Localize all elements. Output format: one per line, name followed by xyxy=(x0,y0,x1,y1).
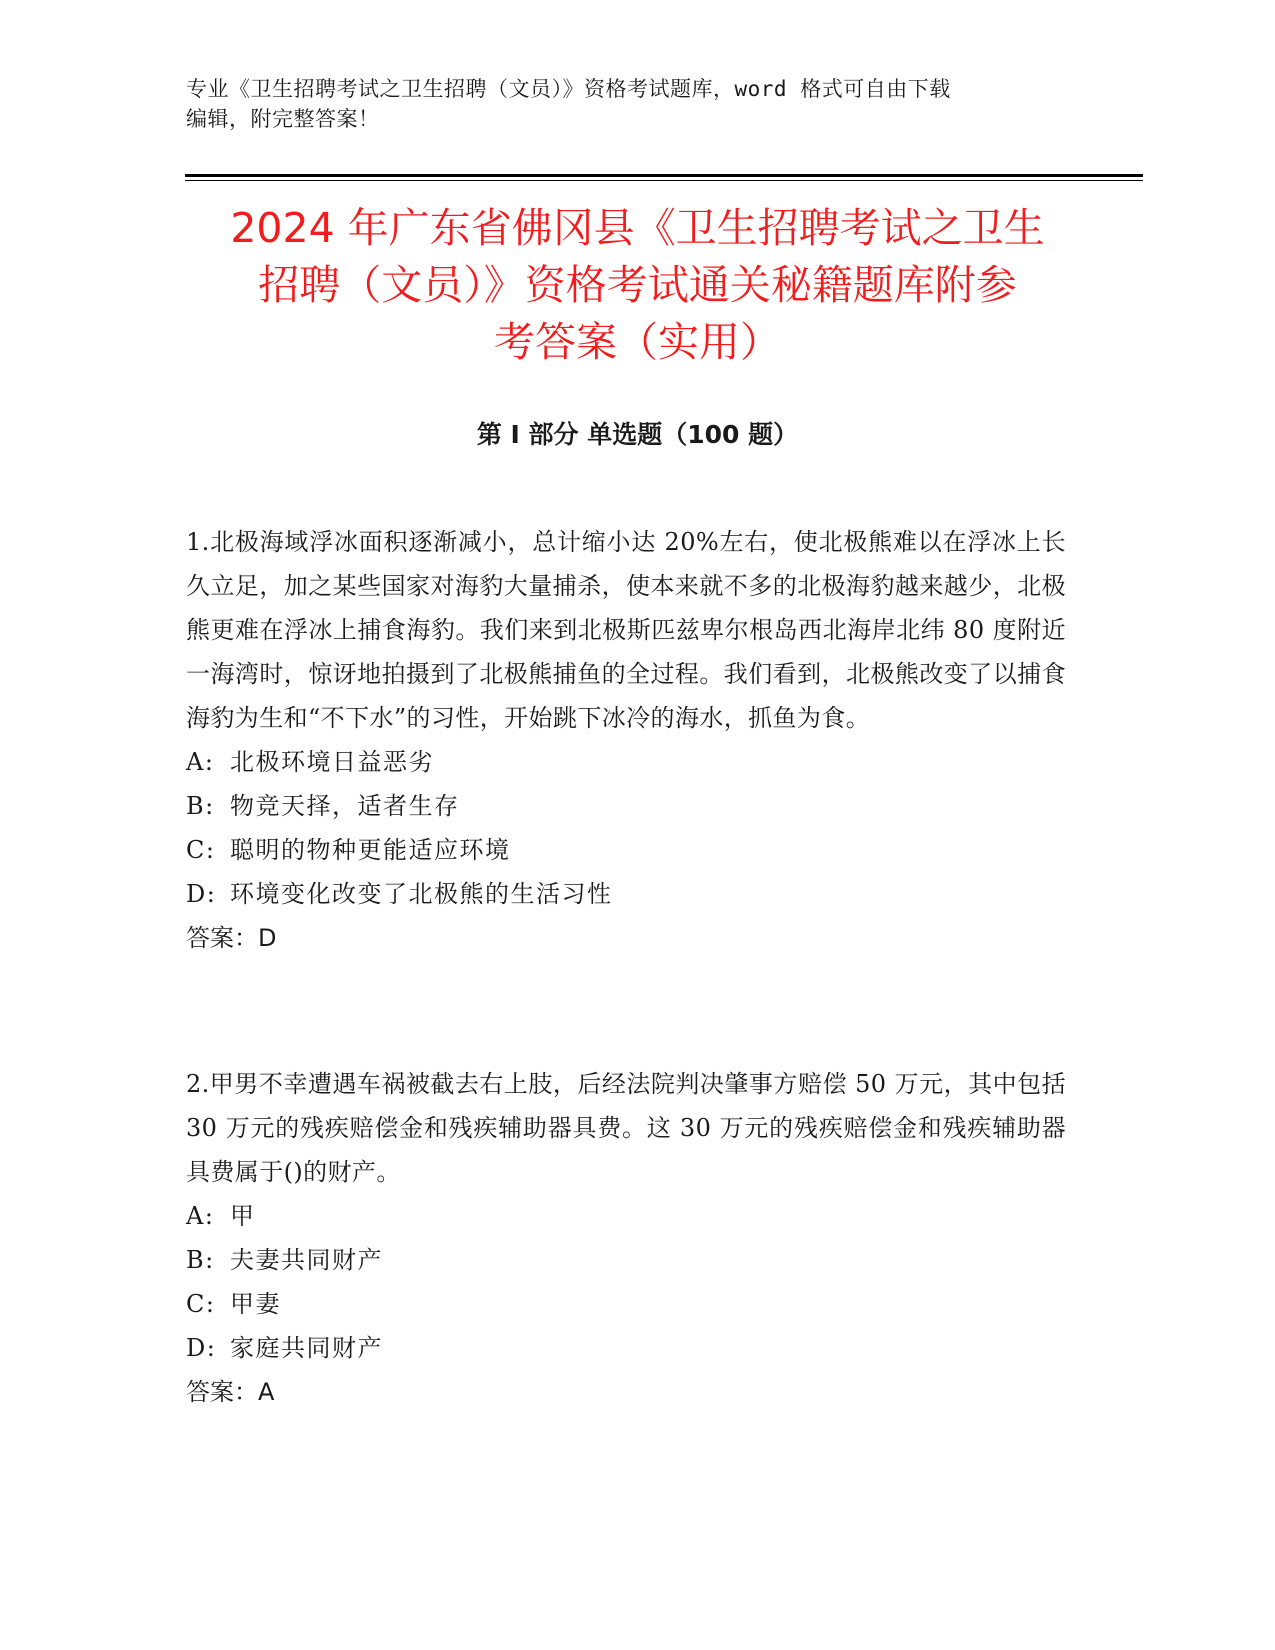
question-2 xyxy=(186,1062,1066,1414)
option-letter: C: xyxy=(186,836,216,864)
option-text: 物竞天择，适者生存 xyxy=(230,792,460,820)
option-a xyxy=(186,740,1066,784)
option-d xyxy=(186,872,1066,916)
option-letter: D: xyxy=(186,880,217,908)
option-letter: A: xyxy=(186,1202,215,1230)
option-text: 环境变化改变了北极熊的生活习性 xyxy=(230,880,613,908)
question-1 xyxy=(186,520,1066,960)
document-title-line-1: 2024 年广东省佛冈县《卫生招聘考试之卫生 xyxy=(230,204,1045,252)
option-text: 甲 xyxy=(230,1202,256,1230)
header-note-line-1: 专业《卫生招聘考试之卫生招聘（文员）》资格考试题库，word 格式可自由下载 xyxy=(186,77,951,101)
option-letter: C: xyxy=(186,1290,216,1318)
question-stem: 2.甲男不幸遭遇车祸被截去右上肢，后经法院判决肇事方赔偿 50 万元，其中包括 30 万元的残疾赔偿金和残疾辅助器具费。这 30 万元的残疾赔偿金和残疾辅助器具费属于()的财产。 xyxy=(186,1070,1066,1186)
option-text: 家庭共同财产 xyxy=(230,1334,383,1362)
option-text: 甲妻 xyxy=(230,1290,281,1318)
option-b xyxy=(186,784,1066,828)
option-letter: A: xyxy=(186,748,215,776)
header-divider-thin xyxy=(185,180,1143,181)
option-letter: B: xyxy=(186,792,215,820)
option-d xyxy=(186,1326,1066,1370)
option-text: 北极环境日益恶劣 xyxy=(230,748,434,776)
option-letter: D: xyxy=(186,1334,217,1362)
header-note-line-2: 编辑，附完整答案！ xyxy=(186,107,380,131)
option-a xyxy=(186,1194,1066,1238)
header-divider-thick xyxy=(185,174,1143,177)
header-note xyxy=(186,74,1086,134)
document-title-line-3: 考答案（实用） xyxy=(494,318,781,366)
answer: 答案：A xyxy=(186,1378,275,1406)
option-text: 夫妻共同财产 xyxy=(230,1246,383,1274)
option-letter: B: xyxy=(186,1246,215,1274)
option-text: 聪明的物种更能适应环境 xyxy=(230,836,511,864)
option-b xyxy=(186,1238,1066,1282)
document-title xyxy=(150,200,1125,371)
answer: 答案：D xyxy=(186,924,277,952)
option-c xyxy=(186,828,1066,872)
option-c xyxy=(186,1282,1066,1326)
section-title: 第 I 部分 单选题（100 题） xyxy=(476,420,799,449)
question-stem: 1.北极海域浮冰面积逐渐减小，总计缩小达 20%左右，使北极熊难以在浮冰上长久立足，加之某些国家对海豹大量捕杀，使本来就不多的北极海豹越来越少，北极熊更难在浮冰上捕食海豹。我们来到北极斯匹兹卑尔根岛西北海岸北纬 80 度附近一海湾时，惊讶地拍摄到了北极熊捕鱼的全过程。我们看到，北极熊改变了以捕食海豹为生和“不下水”的习性，开始跳下冰冷的海水，抓鱼为食。 xyxy=(186,528,1066,732)
document-title-line-2: 招聘（文员）》资格考试通关秘籍题库附参 xyxy=(258,261,1017,309)
